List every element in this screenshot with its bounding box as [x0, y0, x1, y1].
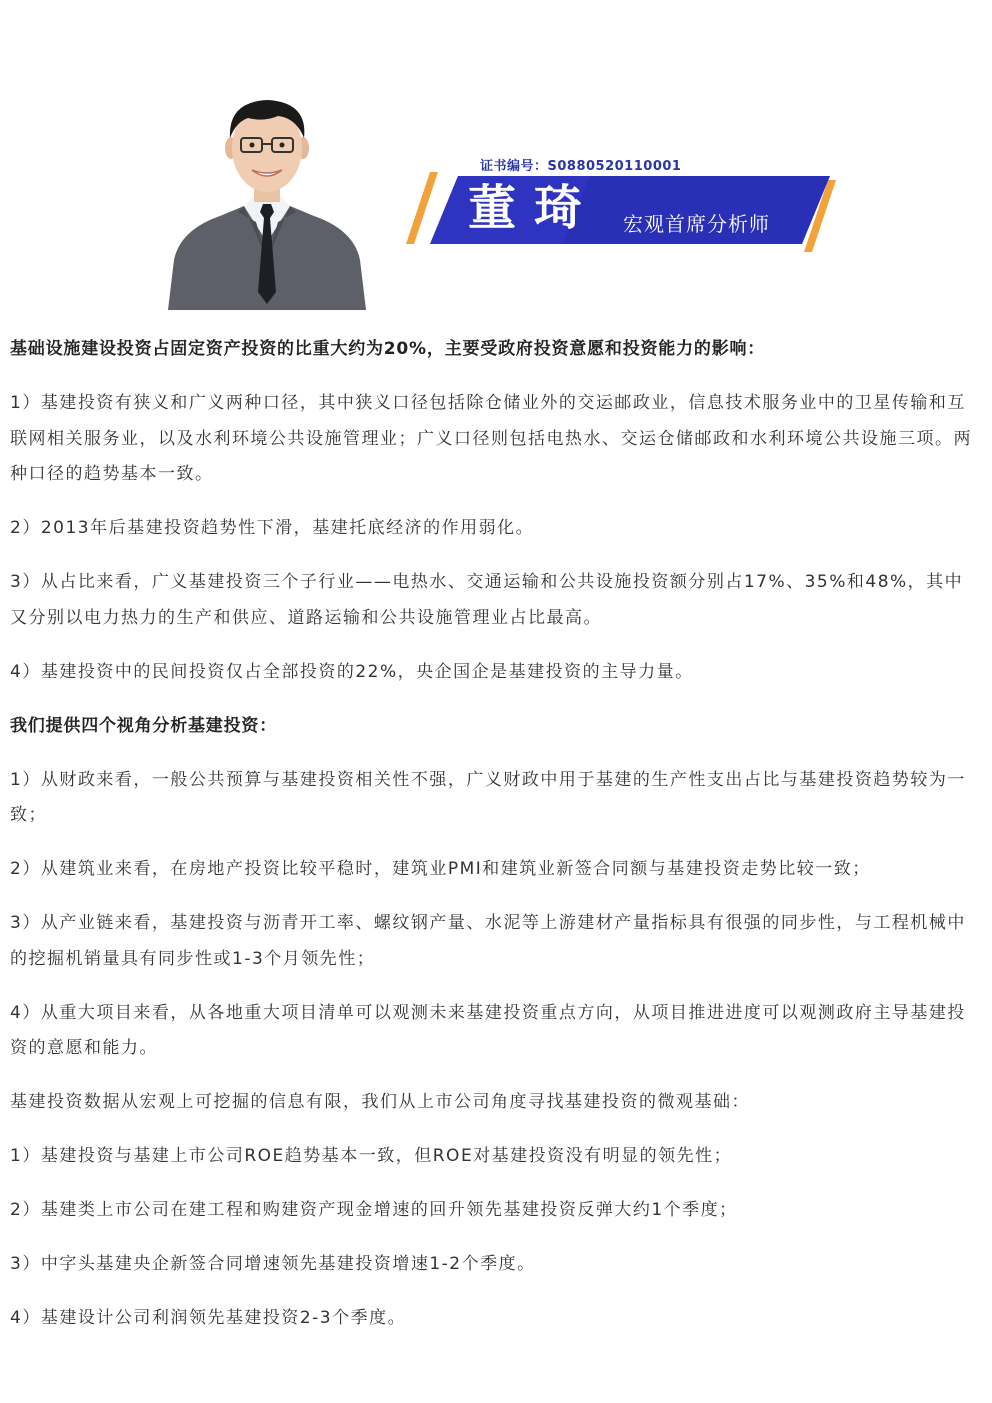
section-heading-impact: 基础设施建设投资占固定资产投资的比重大约为20%，主要受政府投资意愿和投资能力的影响： — [10, 339, 766, 359]
paragraph: 3）从产业链来看，基建投资与沥青开工率、螺纹钢产量、水泥等上游建材产量指标具有很强的同步性，与工程机械中的挖掘机销量具有同步性或1-3个月领先性； — [10, 913, 966, 969]
paragraph: 基建投资数据从宏观上可挖掘的信息有限，我们从上市公司角度寻找基建投资的微观基础： — [10, 1092, 750, 1112]
banner-shape — [400, 172, 840, 252]
paragraph: 3）从占比来看，广义基建投资三个子行业——电热水、交通运输和公共设施投资额分别占17%、35%和48%，其中又分别以电力热力的生产和供应、道路运输和公共设施管理业占比最高。 — [10, 572, 964, 628]
paragraph: 1）基建投资与基建上市公司ROE趋势基本一致，但ROE对基建投资没有明显的领先性； — [10, 1146, 733, 1166]
paragraph: 2）2013年后基建投资趋势性下滑，基建托底经济的作用弱化。 — [10, 518, 535, 538]
paragraph: 2）从建筑业来看，在房地产投资比较平稳时，建筑业PMI和建筑业新签合同额与基建投资走势比较一致； — [10, 859, 871, 879]
report-summary — [10, 332, 976, 1355]
paragraph: 4）基建设计公司利润领先基建投资2-3个季度。 — [10, 1308, 407, 1328]
paragraph: 1）基建投资有狭义和广义两种口径，其中狭义口径包括除仓储业外的交运邮政业，信息技术服务业中的卫星传输和互联网相关服务业，以及水利环境公共设施管理业；广义口径则包括电热水、交运仓储邮政和水利环境公共设施三项。两种口径的趋势基本一致。 — [10, 393, 972, 484]
section-heading-perspectives: 我们提供四个视角分析基建投资： — [10, 715, 277, 736]
analyst-title: 宏观首席分析师 — [623, 212, 770, 236]
paragraph: 1）从财政来看，一般公共预算与基建投资相关性不强，广义财政中用于基建的生产性支出占比与基建投资趋势较为一致； — [10, 769, 966, 825]
analyst-header — [0, 0, 992, 320]
name-banner — [400, 172, 840, 252]
paragraph: 4）从重大项目来看，从各地重大项目清单可以观测未来基建投资重点方向，从项目推进进度可以观测政府主导基建投资的意愿和能力。 — [10, 1002, 966, 1058]
analyst-photo — [168, 92, 366, 310]
paragraph: 3）中字头基建央企新签合同增速领先基建投资增速1-2个季度。 — [10, 1254, 536, 1274]
certificate-number: 证书编号：S0880520110001 — [480, 159, 682, 174]
paragraph: 2）基建类上市公司在建工程和购建资产现金增速的回升领先基建投资反弹大约1个季度； — [10, 1200, 738, 1220]
paragraph: 4）基建投资中的民间投资仅占全部投资的22%，央企国企是基建投资的主导力量。 — [10, 661, 694, 682]
analyst-name: 董琦 — [468, 180, 601, 236]
